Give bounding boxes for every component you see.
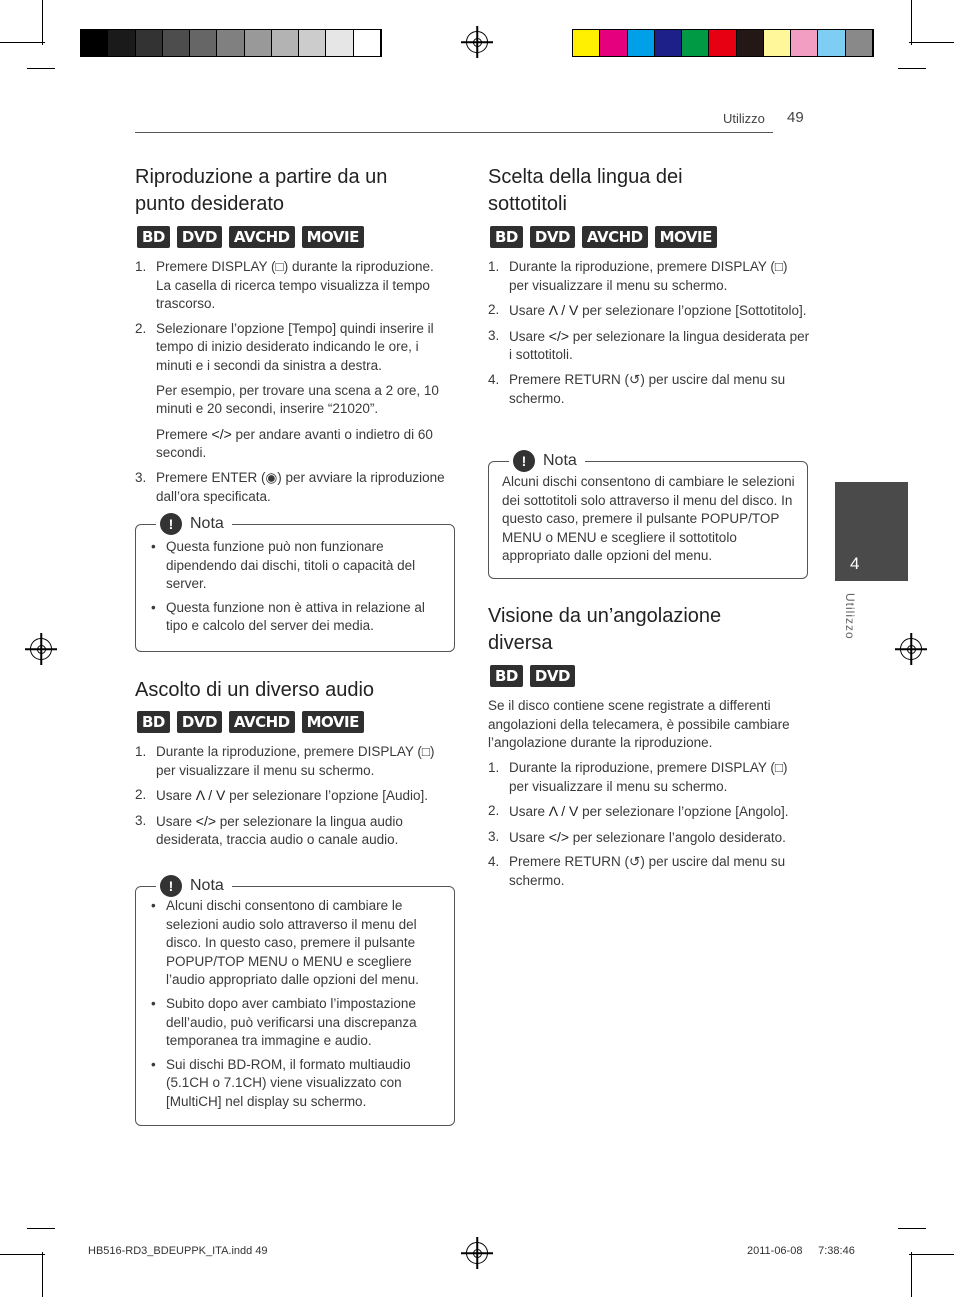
list-item: • Alcuni dischi consentono di cambiare le selezioni audio solo attraverso il menu del disco. In questo caso, premere il pulsante POPUP/TOP MENU o MENU e scegliere l’audio appropriato dalle opzioni del menu. bbox=[148, 897, 438, 990]
steps-angle bbox=[488, 759, 810, 897]
avchd-badge: AVCHD bbox=[582, 226, 648, 248]
color-swatch bbox=[573, 30, 600, 56]
exclamation-icon: ! bbox=[513, 450, 535, 472]
color-swatch bbox=[628, 30, 655, 56]
dvd-badge: DVD bbox=[530, 665, 575, 687]
section-title-audio: Ascolto di un diverso audio bbox=[135, 679, 375, 701]
color-swatch bbox=[764, 30, 791, 56]
color-swatch bbox=[682, 30, 709, 56]
color-swatch bbox=[846, 30, 873, 56]
steps-time-search bbox=[135, 258, 448, 512]
color-swatch bbox=[81, 30, 108, 56]
bd-badge: BD bbox=[137, 226, 170, 248]
footer-date: 2011-06-08 bbox=[747, 1245, 803, 1257]
list-item: 2. Usare Λ / V per selezionare l’opzione [Audio]. bbox=[135, 787, 428, 804]
list-item: 2. Selezionare l’opzione [Tempo] quindi inserire il tempo di inizio desiderato indicando le ore, i minuti e i secondi da sinistra a destra. Per esempio, per trovare una scena a 2 ore, 10 minuti e 20 secondi, inserire “21020”. Premere </> per andare avanti o indietro di 60 secondi. bbox=[135, 320, 439, 461]
list-item: 2. Usare Λ / V per selezionare l’opzione [Sottotitolo]. bbox=[488, 302, 807, 319]
list-item: 1. Durante la riproduzione, premere DISPLAY (□) per visualizzare il menu su schermo. bbox=[488, 259, 788, 293]
exclamation-icon: ! bbox=[160, 875, 182, 897]
list-item: 2. Usare Λ / V per selezionare l’opzione [Angolo]. bbox=[488, 803, 789, 820]
angle-intro: Se il disco contiene scene registrate a differenti angolazioni della telecamera, è possibile cambiare l’angolazione durante la riproduzione. bbox=[488, 698, 790, 751]
list-item: 1. Durante la riproduzione, premere DISPLAY (□) per visualizzare il menu su schermo. bbox=[135, 744, 435, 778]
color-swatch bbox=[245, 30, 272, 56]
avchd-badge: AVCHD bbox=[229, 711, 295, 733]
bd-badge: BD bbox=[137, 711, 170, 733]
list-item: • Questa funzione può non funzionare dipendendo dai dischi, titoli o capacità del server. bbox=[148, 538, 438, 594]
list-item: 3. Usare </> per selezionare l’angolo desiderato. bbox=[488, 828, 786, 845]
section-title-subtitles: Scelta della lingua dei sottotitoli bbox=[488, 166, 683, 215]
avchd-badge: AVCHD bbox=[229, 226, 295, 248]
color-swatch bbox=[354, 30, 381, 56]
bd-badge: BD bbox=[490, 226, 523, 248]
steps-audio bbox=[135, 743, 448, 856]
note-box-time-search: ! Nota • Questa funzione può non funzionare dipendendo dai dischi, titoli o capacità del server. • Questa funzione non è attiva in relazione al tipo e calcolo del server dei media. bbox=[135, 524, 455, 652]
color-swatch bbox=[818, 30, 845, 56]
list-item: • Questa funzione non è attiva in relazione al tipo e calcolo del server dei media. bbox=[148, 599, 438, 636]
list-item: 1. Premere DISPLAY (□) durante la riproduzione. La casella di ricerca tempo visualizza il tempo trascorso. bbox=[135, 259, 434, 312]
dvd-badge: DVD bbox=[530, 226, 575, 248]
registration-mark-top bbox=[466, 31, 488, 53]
note-box-subtitles: ! Nota Alcuni dischi consentono di cambiare le selezioni dei sottotitoli solo attraverso il menu del disco. In questo caso, premere il pulsante POPUP/TOP MENU o MENU e scegliere il sottotitolo appropriato dalle opzioni del menu. bbox=[488, 461, 808, 579]
chapter-tab bbox=[835, 482, 908, 581]
footer-filename: HB516-RD3_BDEUPPK_ITA.indd 49 bbox=[88, 1245, 268, 1257]
color-swatch bbox=[217, 30, 244, 56]
registration-mark-left bbox=[30, 638, 52, 660]
list-item: • Subito dopo aver cambiato l’impostazione dell’audio, può verificarsi una discrepanza temporanea tra immagine e audio. bbox=[148, 995, 438, 1051]
color-swatch bbox=[272, 30, 299, 56]
section-title-angle: Visione da un’angolazione diversa bbox=[488, 605, 722, 654]
dvd-badge: DVD bbox=[177, 711, 222, 733]
color-swatch bbox=[655, 30, 682, 56]
registration-mark-bottom bbox=[466, 1242, 488, 1264]
color-swatch bbox=[600, 30, 627, 56]
chapter-number: 4 bbox=[850, 554, 860, 573]
color-swatch bbox=[163, 30, 190, 56]
movie-badge: MOVIE bbox=[302, 226, 364, 248]
note-text: Alcuni dischi consentono di cambiare le selezioni dei sottotitoli solo attraverso il menu del disco. In questo caso, premere il pulsante POPUP/TOP MENU o MENU e scegliere il sottotitolo appropriato dalle opzioni del menu. bbox=[502, 474, 795, 564]
header-section: Utilizzo bbox=[723, 111, 765, 126]
disc-badges bbox=[137, 711, 364, 733]
list-item: 4. Premere RETURN (↺) per uscire dal menu su schermo. bbox=[488, 371, 786, 406]
page-number: 49 bbox=[787, 109, 804, 126]
color-swatch bbox=[136, 30, 163, 56]
color-swatch bbox=[709, 30, 736, 56]
movie-badge: MOVIE bbox=[655, 226, 717, 248]
steps-subtitles bbox=[488, 258, 810, 414]
section-title-time-search: Riproduzione a partire da un punto desiderato bbox=[135, 166, 388, 215]
list-item: 3. Usare </> per selezionare la lingua desiderata per i sottotitoli. bbox=[488, 327, 810, 363]
footer-time: 7:38:46 bbox=[812, 1245, 855, 1257]
list-item: • Sui dischi BD-ROM, il formato multiaudio (5.1CH o 7.1CH) viene visualizzato con [MultiCH] nel display su schermo. bbox=[148, 1056, 438, 1112]
chapter-label: Utilizzo bbox=[843, 593, 857, 640]
color-swatch bbox=[326, 30, 353, 56]
list-item: 3. Usare </> per selezionare la lingua audio desiderata, traccia audio o canale audio. bbox=[135, 812, 403, 848]
disc-badges bbox=[490, 226, 717, 248]
movie-badge: MOVIE bbox=[302, 711, 364, 733]
color-swatch bbox=[190, 30, 217, 56]
color-calibration-bar bbox=[572, 29, 874, 57]
exclamation-icon: ! bbox=[160, 513, 182, 535]
note-box-audio: ! Nota • Alcuni dischi consentono di cambiare le selezioni audio solo attraverso il menu del disco. In questo caso, premere il pulsante POPUP/TOP MENU o MENU e scegliere l’audio appropriato dalle opzioni del menu. • Subito dopo aver cambiato l’impostazione dell’audio, può verificarsi una discrepanza temporanea tra immagine e audio. • Sui dischi BD-ROM, il formato multiaudio (5.1CH o 7.1CH) viene visualizzato con [MultiCH] nel display su schermo. bbox=[135, 886, 455, 1126]
gray-calibration-bar bbox=[80, 29, 382, 57]
dvd-badge: DVD bbox=[177, 226, 222, 248]
header-rule bbox=[135, 132, 773, 133]
list-item: 3. Premere ENTER (◉) per avviare la riproduzione dall’ora specificata. bbox=[135, 469, 445, 504]
bd-badge: BD bbox=[490, 665, 523, 687]
color-swatch bbox=[299, 30, 326, 56]
color-swatch bbox=[108, 30, 135, 56]
disc-badges bbox=[490, 665, 575, 687]
list-item: 1. Durante la riproduzione, premere DISPLAY (□) per visualizzare il menu su schermo. bbox=[488, 760, 788, 794]
list-item: 4. Premere RETURN (↺) per uscire dal menu su schermo. bbox=[488, 854, 786, 888]
color-swatch bbox=[791, 30, 818, 56]
registration-mark-right bbox=[900, 638, 922, 660]
color-swatch bbox=[737, 30, 764, 56]
disc-badges bbox=[137, 226, 364, 248]
